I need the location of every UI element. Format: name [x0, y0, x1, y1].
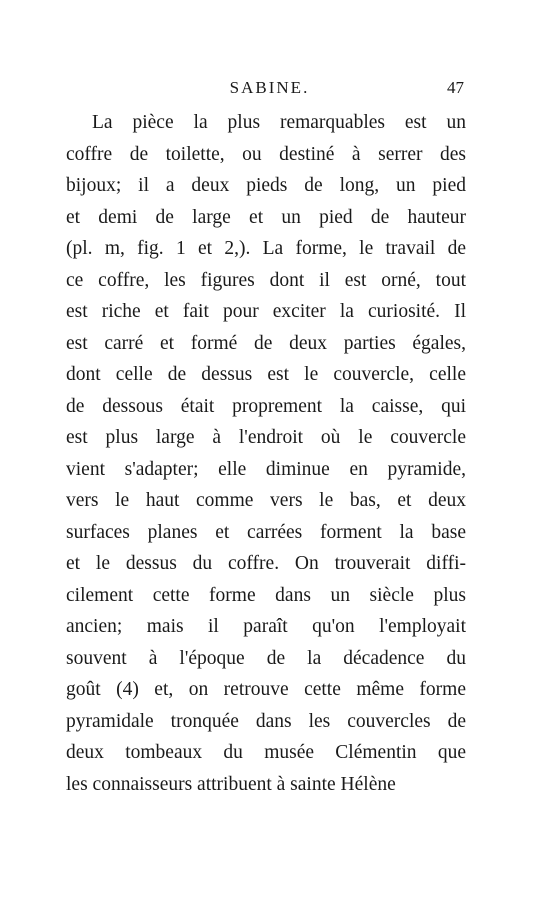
text-line: ancien; mais il paraît qu'on l'employait [66, 616, 466, 637]
running-head-title: SABINE. [229, 78, 310, 97]
text-line: et demi de large et un pied de hauteur [66, 206, 466, 228]
text-line: souvent à l'époque de la décadence du [66, 647, 466, 669]
body-paragraph [66, 107, 466, 800]
text-line: cilement cette forme dans un siècle plus [66, 584, 466, 606]
text-line: de dessous était proprement la caisse, qui [66, 395, 466, 417]
text-line: (pl. m, fig. 1 et 2,). La forme, le travail de [66, 238, 466, 259]
text-line: vers le haut comme vers le bas, et deux [66, 490, 466, 511]
text-line: deux tombeaux du musée Clémentin que [66, 742, 466, 763]
text-line: pyramidale tronquée dans les couvercles de [66, 710, 466, 732]
text-line: ce coffre, les figures dont il est orné, tout [66, 269, 466, 291]
text-line: est riche et fait pour exciter la curiosité. Il [66, 301, 466, 322]
text-line: bijoux; il a deux pieds de long, un pied [66, 175, 466, 196]
text-line: surfaces planes et carrées forment la base [66, 521, 466, 543]
text-line: et le dessus du coffre. On trouverait diffi- [66, 553, 466, 574]
text-line: est plus large à l'endroit où le couvercle [66, 427, 466, 448]
text-line: les connaisseurs attribuent à sainte Hélène [66, 773, 396, 795]
text-line: coffre de toilette, ou destiné à serrer des [66, 143, 466, 165]
text-line: vient s'adapter; elle diminue en pyramide, [66, 458, 466, 480]
text-line: est carré et formé de deux parties égales, [66, 332, 466, 354]
text-line: dont celle de dessus est le couvercle, celle [66, 364, 466, 385]
text-line: La pièce la plus remarquables est un [92, 112, 466, 133]
text-line: goût (4) et, on retrouve cette même forme [66, 679, 466, 700]
page-number: 47 [447, 78, 464, 97]
